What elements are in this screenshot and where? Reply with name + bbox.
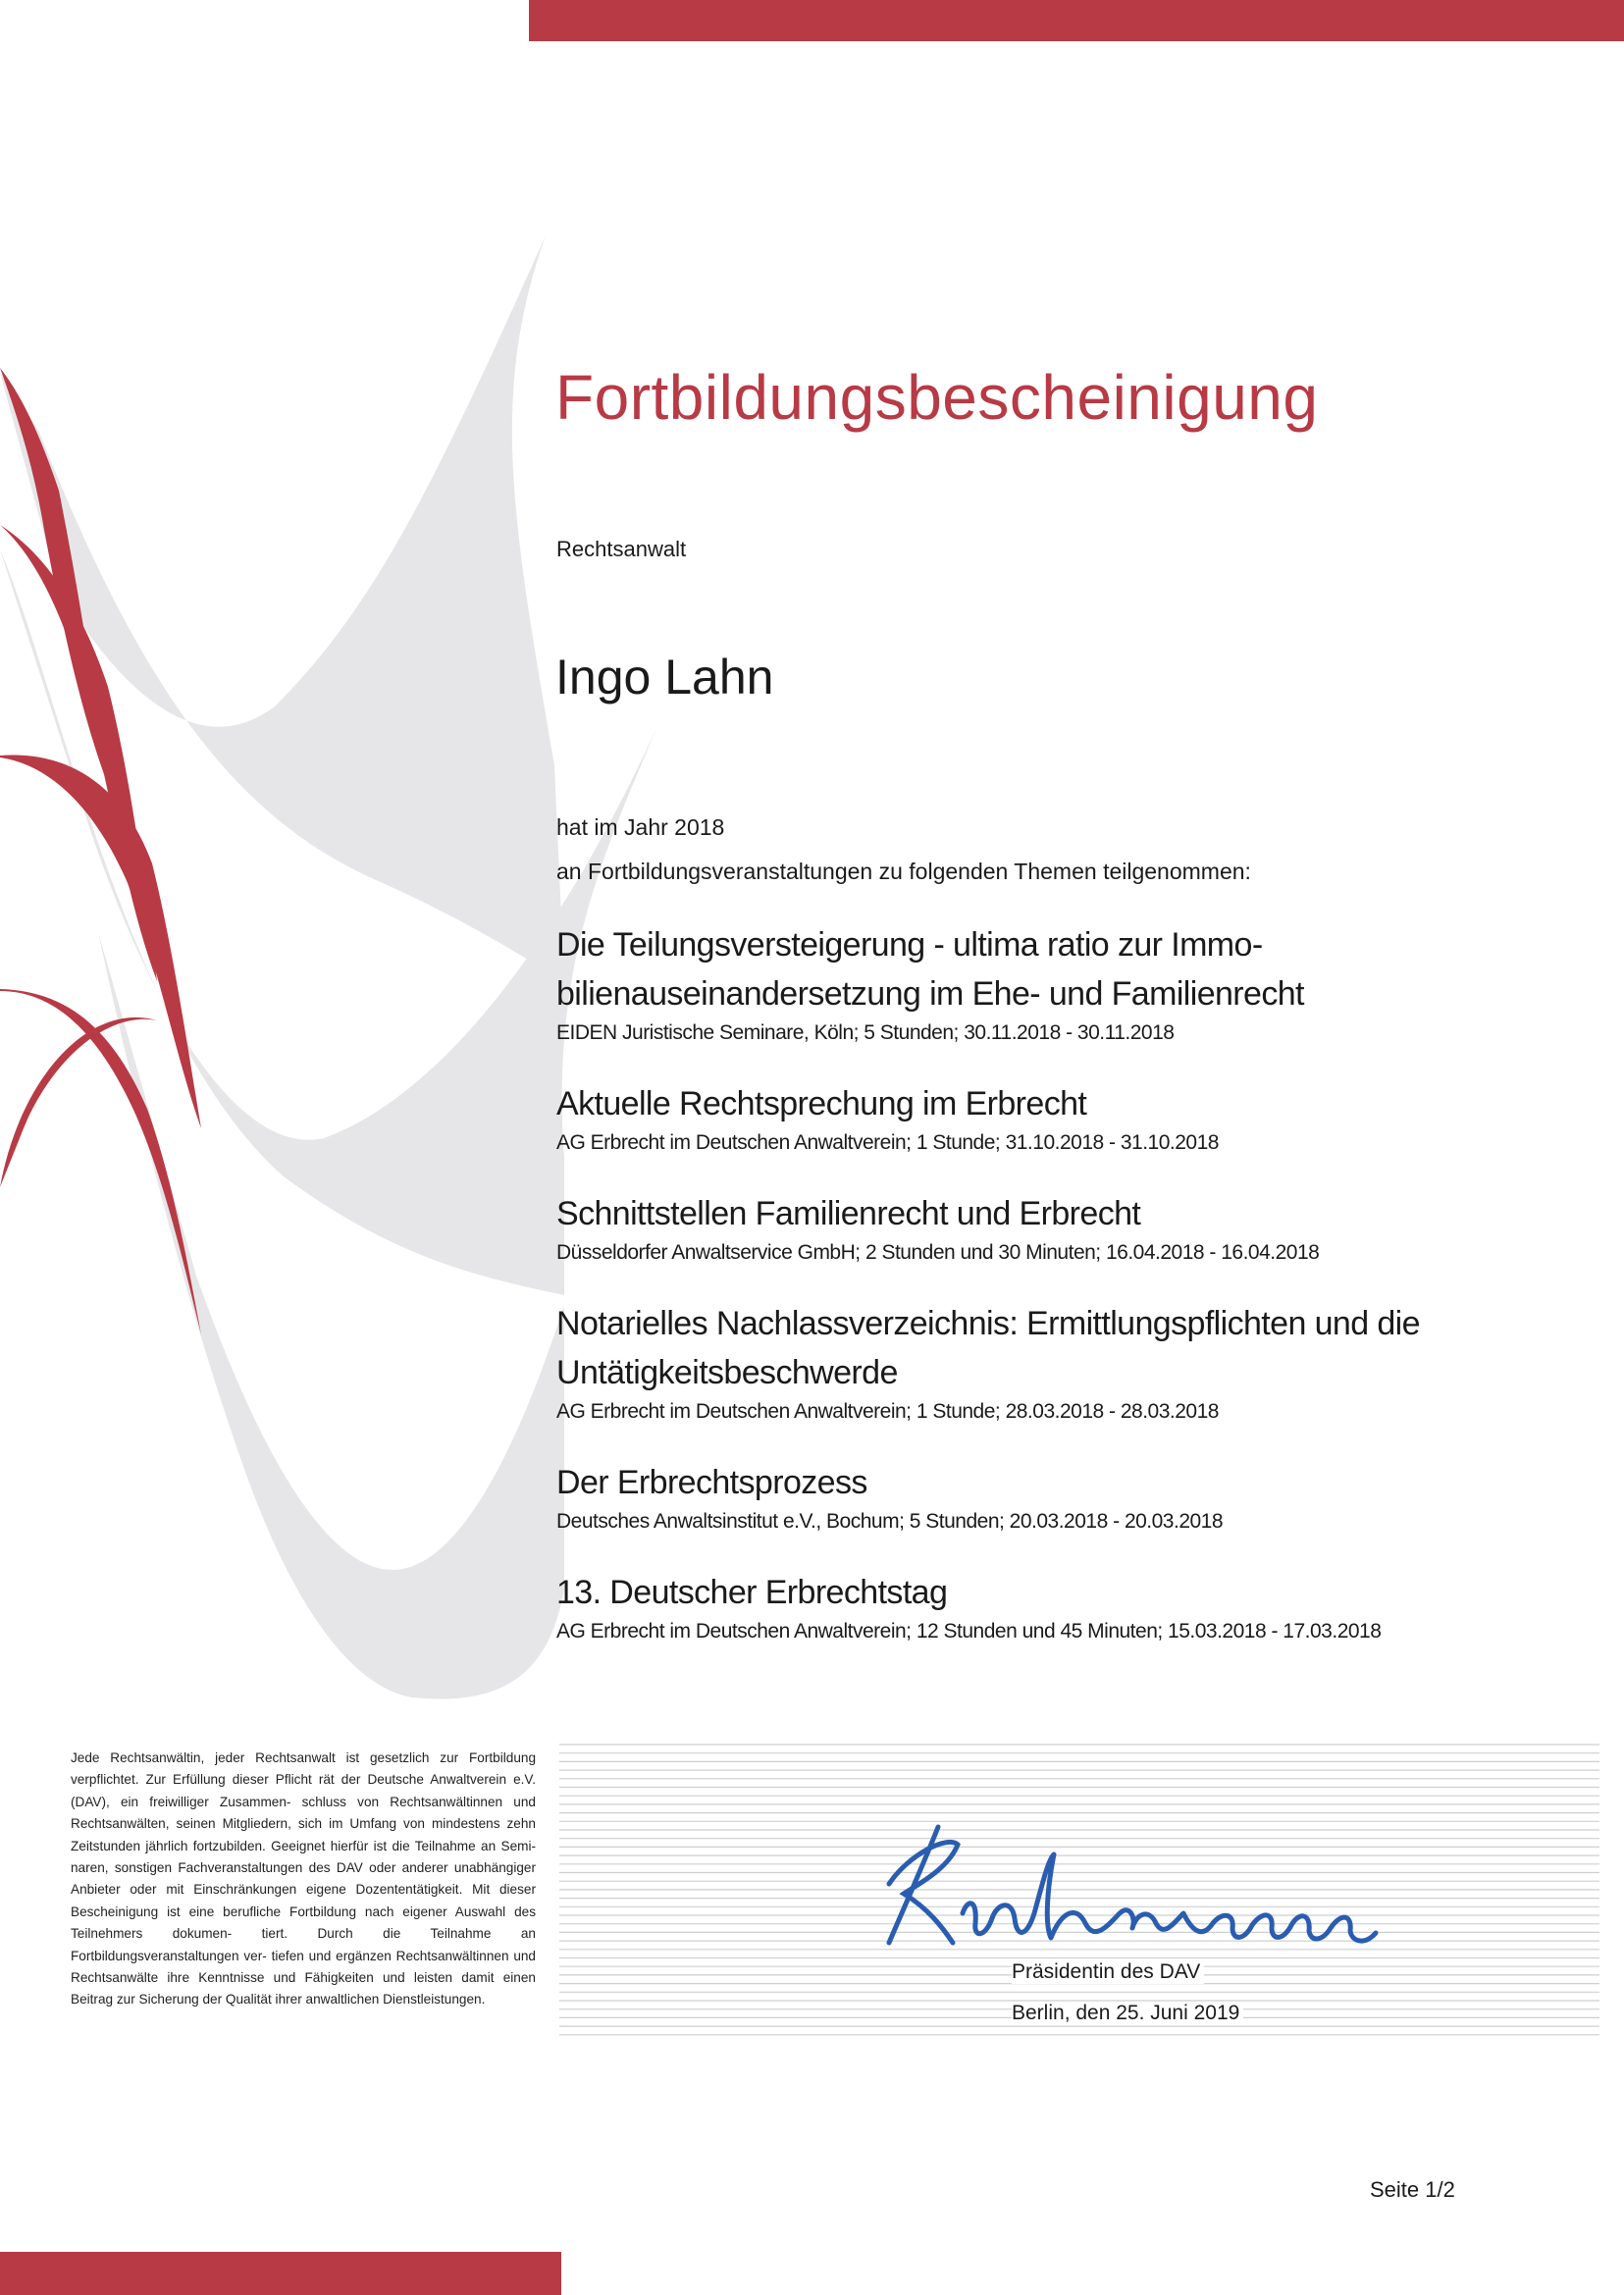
course-title-line: Die Teilungsversteigerung - ultima ratio zur Immo- bbox=[556, 926, 1263, 964]
course-title-line: Notarielles Nachlassverzeichnis: Ermittlungspflichten und die bbox=[556, 1305, 1420, 1342]
top-accent-bar bbox=[529, 0, 1624, 41]
intro-topics-line: an Fortbildungsveranstaltungen zu folgenden Themen teilgenommen: bbox=[556, 859, 1251, 884]
course-list bbox=[556, 920, 1538, 1678]
course-title bbox=[556, 1299, 1538, 1397]
course-details: EIDEN Juristische Seminare, Köln; 5 Stunden; 30.11.2018 - 30.11.2018 bbox=[556, 1021, 1175, 1044]
signatory-role: Präsidentin des DAV bbox=[1012, 1960, 1204, 1984]
red-wave-4 bbox=[0, 989, 201, 1334]
course-item bbox=[556, 1079, 1538, 1156]
course-item bbox=[556, 920, 1538, 1046]
course-title bbox=[556, 1079, 1538, 1128]
course-title-line: Untätigkeitsbeschwerde bbox=[556, 1354, 898, 1391]
gray-wave-1 bbox=[0, 235, 564, 981]
course-title-line: Der Erbrechtsprozess bbox=[556, 1464, 867, 1501]
course-item bbox=[556, 1458, 1538, 1535]
page-title: Fortbildungsbescheinigung bbox=[555, 362, 1319, 433]
bottom-accent-bar bbox=[0, 2252, 561, 2295]
course-title-line: Schnittstellen Familienrecht und Erbrecht bbox=[556, 1195, 1141, 1232]
course-details: AG Erbrecht im Deutschen Anwaltverein; 12 Stunden und 45 Minuten; 15.03.2018 - 17.03.2018 bbox=[556, 1620, 1382, 1643]
course-details: Düsseldorfer Anwaltservice GmbH; 2 Stunden und 30 Minuten; 16.04.2018 - 16.04.2018 bbox=[556, 1241, 1320, 1264]
handwritten-signature bbox=[879, 1815, 1409, 1962]
course-item bbox=[556, 1299, 1538, 1425]
legal-notice: Jede Rechtsanwältin, jeder Rechtsanwalt ist gesetzlich zur Fortbildung verpflichtet. Zur Erfüllung dieser Pflicht rät der Deutsche Anwaltverein e.V. (DAV), ein freiwilliger Zusammen- schluss von Rechtsanwältinnen und Rechtsanwälten, seinen Mitgliedern, sich im Umfang von mindestens zehn Zeitstunden jährlich fortzubilden. Geeignet hierfür ist die Teilnahme an Semi- naren, sonstigen Fachveranstaltungen des DAV oder anderer unabhängiger Anbieter oder mit Einschränkungen eigene Dozententätigkeit. Mit dieser Bescheinigung ist eine berufliche Fortbildung nach eigener Auswahl des Teilnehmers dokumen- tiert. Durch die Teilnahme an Fortbildungsveranstaltungen ver- tiefen und ergänzen Rechtsanwältinnen und Rechtsanwälte ihre Kenntnisse und Fähigkeiten und leisten damit einen Beitrag zur Sicherung der Qualität ihrer anwaltlichen Dienstleistungen. bbox=[71, 1750, 536, 2008]
page-number: Seite 1/2 bbox=[1370, 2177, 1455, 2202]
course-title bbox=[556, 1458, 1538, 1507]
course-title-line: Aktuelle Rechtsprechung im Erbrecht bbox=[556, 1085, 1087, 1122]
course-item bbox=[556, 1189, 1538, 1266]
course-title bbox=[556, 1568, 1538, 1617]
salutation: Rechtsanwalt bbox=[556, 537, 687, 561]
course-details: Deutsches Anwaltsinstitut e.V., Bochum; 5 Stunden; 20.03.2018 - 20.03.2018 bbox=[556, 1510, 1224, 1533]
course-title-line: bilienauseinandersetzung im Ehe- und Familienrecht bbox=[556, 975, 1304, 1013]
course-item bbox=[556, 1568, 1538, 1644]
course-title-line: 13. Deutscher Erbrechtstag bbox=[556, 1574, 948, 1611]
course-title bbox=[556, 1189, 1538, 1238]
course-details: AG Erbrecht im Deutschen Anwaltverein; 1 Stunde; 28.03.2018 - 28.03.2018 bbox=[556, 1400, 1219, 1423]
course-details: AG Erbrecht im Deutschen Anwaltverein; 1 Stunde; 31.10.2018 - 31.10.2018 bbox=[556, 1131, 1219, 1154]
signature-place-date: Berlin, den 25. Juni 2019 bbox=[1012, 2002, 1243, 2025]
course-title bbox=[556, 920, 1538, 1018]
recipient-name: Ingo Lahn bbox=[555, 650, 774, 704]
intro-year-line: hat im Jahr 2018 bbox=[556, 814, 725, 840]
